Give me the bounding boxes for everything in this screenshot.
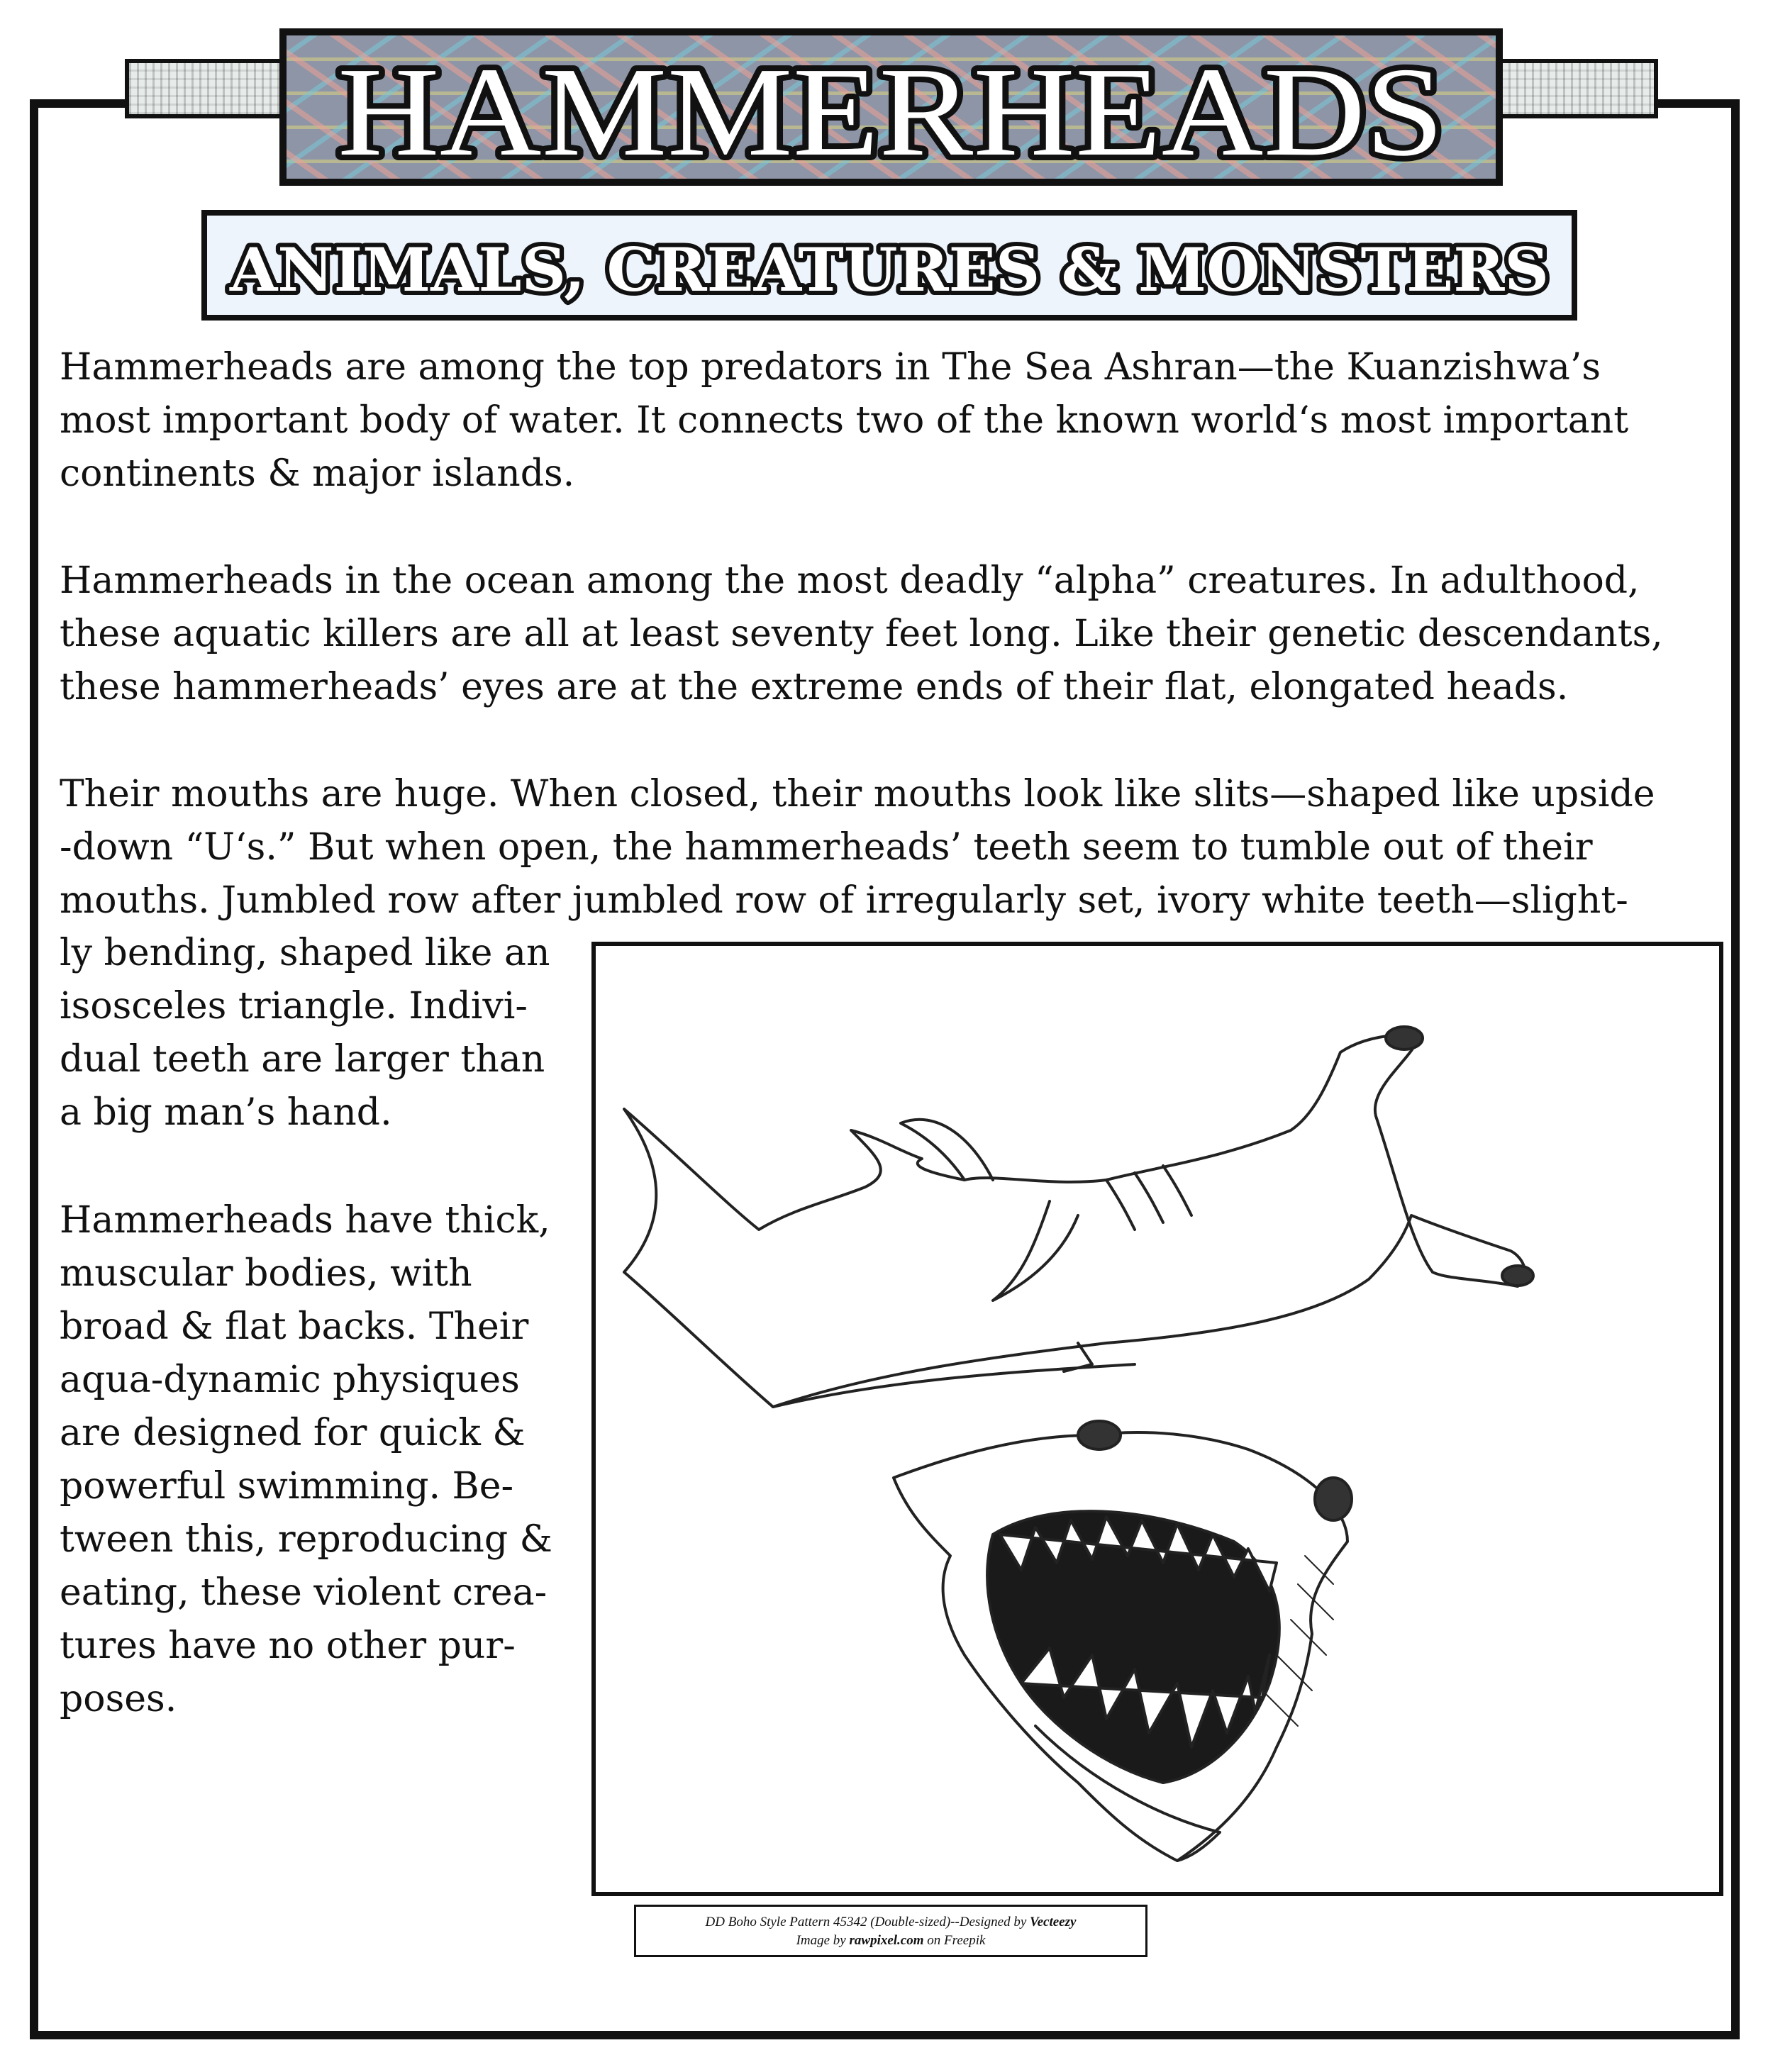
text-line: aqua-dynamic physiques — [60, 1359, 520, 1401]
hammerhead-sketch-icon — [596, 946, 1719, 1892]
text-line: eating, these violent crea- — [60, 1571, 548, 1614]
text-line: most important body of water. It connects two of the known world‘s most important — [60, 399, 1629, 442]
banner-pattern-right — [1496, 59, 1658, 118]
paragraph-mouths — [60, 768, 1733, 928]
text-line: a big man’s hand. — [60, 1091, 392, 1134]
paragraph-alpha-creatures — [60, 555, 1733, 714]
credit-line-1 — [636, 1913, 1145, 1932]
paragraph-bodies — [60, 1194, 584, 1726]
credit-designer: Vecteezy — [1030, 1915, 1077, 1929]
hammerhead-illustration — [591, 942, 1723, 1896]
text-line: poses. — [60, 1678, 177, 1720]
subtitle-banner — [201, 210, 1577, 321]
title-text-svg — [287, 35, 1496, 179]
text-line: continents & major islands. — [60, 452, 575, 495]
shark-1-eye-top — [1386, 1027, 1423, 1049]
paragraph-mouths-continued — [60, 927, 584, 1140]
text-line: -down “U‘s.” But when open, the hammerheads’ teeth seem to tumble out of their — [60, 826, 1593, 869]
text-line: ly bending, shaped like an — [60, 932, 550, 974]
text-line: isosceles triangle. Indivi- — [60, 985, 528, 1027]
shark-2-eye-left — [1078, 1421, 1121, 1449]
credit-line-2 — [636, 1932, 1145, 1950]
text-line: dual teeth are larger than — [60, 1038, 545, 1081]
shark-1-pectoral-fin — [993, 1201, 1078, 1300]
text-line: broad & flat backs. Their — [60, 1305, 529, 1348]
shark-1-gills — [1106, 1166, 1191, 1230]
credit-platform: on Freepik — [923, 1933, 986, 1948]
image-credit — [634, 1905, 1147, 1957]
text-line: Their mouths are huge. When closed, their mouths look like slits—shaped like upside — [60, 773, 1655, 815]
text-line: tures have no other pur- — [60, 1625, 516, 1667]
text-line: Hammerheads in the ocean among the most deadly “alpha” creatures. In adulthood, — [60, 559, 1640, 602]
shark-1-lateral-line — [773, 1343, 1135, 1407]
text-line: mouths. Jumbled row after jumbled row of irregularly set, ivory white teeth—slight- — [60, 879, 1628, 922]
subtitle-text-svg — [207, 216, 1572, 315]
paragraph-sea-ashran — [60, 341, 1733, 501]
title-banner — [279, 28, 1503, 186]
text-line: are designed for quick & — [60, 1412, 526, 1454]
credit-pattern-text: DD Boho Style Pattern 45342 (Double-sized)--Designed by — [705, 1915, 1030, 1929]
credit-source: rawpixel.com — [849, 1933, 924, 1948]
text-line: these hammerheads’ eyes are at the extreme ends of their flat, elongated heads. — [60, 666, 1569, 708]
shark-1-eye-bottom — [1502, 1266, 1533, 1286]
shark-1-dorsal-fin — [901, 1120, 993, 1180]
text-line: muscular bodies, with — [60, 1252, 472, 1295]
shark-2-mouth — [987, 1511, 1279, 1783]
text-line: Hammerheads have thick, — [60, 1199, 550, 1242]
text-line: tween this, reproducing & — [60, 1518, 552, 1561]
text-line: powerful swimming. Be- — [60, 1465, 514, 1508]
page-title: HAMMERHEADS — [338, 41, 1444, 179]
text-line: Hammerheads are among the top predators in The Sea Ashran—the Kuanzishwa’s — [60, 346, 1601, 389]
text-line: these aquatic killers are all at least seventy feet long. Like their genetic descendants, — [60, 613, 1663, 655]
shark-2-eye-right — [1315, 1478, 1352, 1520]
page-subtitle: ANIMALS, CREATURES & MONSTERS — [228, 235, 1549, 305]
banner-pattern-left — [125, 59, 287, 118]
credit-image-by: Image by — [796, 1933, 850, 1948]
